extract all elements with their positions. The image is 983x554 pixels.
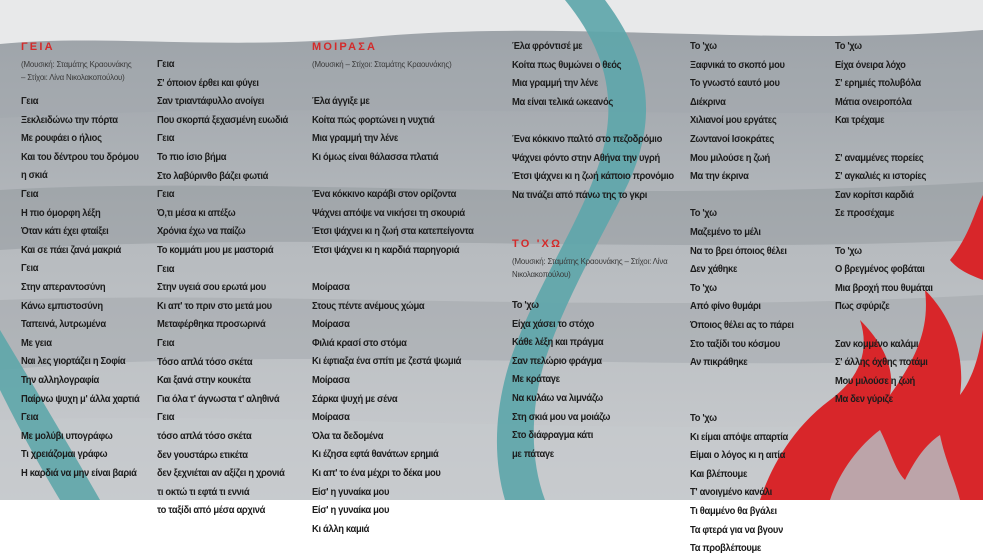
lyric-line: Και του δέντρου του δρόμου (21, 151, 139, 163)
lyric-line: Παίρνω ψυχη μ' άλλα χαρτιά (21, 393, 140, 405)
lyric-line: Κι απ' το ένα μέχρι το δέκα μου (312, 468, 441, 479)
lyric-line: Ζωντανοί Ισοκράτες (690, 134, 774, 145)
lyric-line: Μου μιλούσε η ζωή (835, 375, 915, 387)
lyric-line: δεν γουστάρω ετικέτα (157, 449, 248, 461)
lyric-line: Έτσι ψάχνει κι η ζωή κάποιο προνόμιο (512, 171, 674, 183)
lyric-line: Ξεκλειδώνω την πόρτα (21, 114, 118, 126)
lyric-line: Τα φτερά για να βγουν (690, 524, 783, 536)
lyric-line: Για όλα τ' άγνωστα τ' αληθινά (157, 393, 280, 405)
lyric-line: με πάταγε (512, 448, 554, 460)
lyric-line: Φιλιά κρασί στο στόμα (312, 337, 407, 349)
song-credit-line: – Στίχοι: Λίνα Νικολακοπούλου) (21, 72, 125, 82)
lyric-line: Τι χρειάζομαι γράφω (21, 449, 108, 461)
lyric-line: Μια βροχή που θυμάται (835, 282, 933, 294)
lyric-line: Με μολύβι υπογράφω (21, 430, 113, 442)
lyric-line: Την αλληλογραφία (21, 375, 99, 386)
lyric-line: Γεια (157, 133, 175, 145)
lyric-line: Είμαι ο λόγος κι η αιτία (690, 450, 786, 462)
lyric-line: Κάνω εμπιστοσύνη (21, 300, 103, 312)
lyric-line: Χιλιανοί μου εργάτες (690, 115, 777, 127)
lyric-line: Γεια (157, 338, 175, 349)
lyric-line: το ταξίδι από μέσα αρχινά (157, 505, 266, 517)
lyric-line: Με κράταγε (512, 374, 560, 386)
lyric-line: Σάρκα ψυχή με σένα (312, 393, 398, 405)
lyric-line: Δεν χάθηκε (690, 264, 738, 276)
lyric-line: Μοίρασα (312, 375, 350, 386)
lyric-line: Τ' ανοιγμένο κανάλι (690, 487, 772, 499)
song-credit-line: Νικολακοπούλου) (512, 269, 571, 279)
song-title-geia: ΓΕΙΑ (21, 41, 55, 53)
lyric-line: Ξαφνικά το σκοπό μου (690, 59, 785, 71)
lyric-line: Γεια (21, 189, 39, 200)
lyric-line: Που σκορπά ξεχασμένη ευωδιά (157, 114, 288, 126)
lyric-line: Κοίτα πως θυμώνει ο θεός (512, 59, 622, 71)
lyric-line: Να κυλάω να λιμνάζω (512, 393, 603, 404)
lyric-line: Στο ταξίδι του κόσμου (690, 338, 780, 350)
lyric-line: Σαν τριαντάφυλλο ανοίγει (157, 96, 265, 108)
song-credit-line: (Μουσική: Σταμάτης Κραουνάκης (21, 59, 132, 69)
lyric-line: Τι θαμμένο θα βγάλει (690, 506, 777, 517)
lyric-line: Διέκρινα (690, 96, 726, 108)
lyric-line: Μοίρασα (312, 412, 350, 424)
lyric-line: Το 'χω (512, 300, 539, 311)
lyric-line: Η καρδιά να μην είναι βαριά (21, 468, 137, 479)
lyric-line: Και ξανά στην κουκέτα (157, 375, 251, 387)
lyric-line: Κι όμως είναι θάλασσα πλατιά (312, 151, 439, 163)
lyric-line: Είσ' η γυναίκα μου (312, 486, 390, 498)
lyric-line: Σ' ερημιές πολυβόλα (835, 78, 921, 90)
lyric-line: Να το βρει όποιος θέλει (690, 245, 787, 257)
lyric-line: Ένα κόκκινο καράβι στον ορίζοντα (312, 189, 457, 200)
song-title-to-xo: ΤΟ 'ΧΩ (512, 238, 563, 250)
lyric-line: Στην υγειά σου ερωτά μου (157, 282, 266, 294)
lyric-line: η σκιά (21, 170, 48, 182)
lyric-line: Ψάχνει φόντο στην Αθήνα την υγρή (512, 152, 660, 164)
lyric-line: Είσ' η γυναίκα μου (312, 505, 390, 517)
lyric-line: Γεια (157, 59, 175, 70)
lyric-line: Είχα όνειρα λόχο (835, 59, 906, 71)
lyric-line: Γεια (157, 189, 175, 201)
lyric-line: Μοίρασα (312, 319, 350, 331)
lyric-line: Τα προβλέπουμε (690, 543, 762, 554)
lyric-line: Το 'χω (835, 245, 862, 257)
lyric-line: Το 'χω (835, 41, 862, 52)
lyric-line: Γεια (157, 263, 175, 275)
lyric-line: Από φίνο θυμάρι (690, 301, 761, 313)
lyric-line: Στη σκιά μου να μοιάζω (512, 411, 611, 423)
lyric-line: τι οκτώ τι εφτά τι εννιά (157, 486, 250, 498)
lyric-line: Ναι λες γιορτάζει η Σοφία (21, 356, 126, 368)
lyric-line: τόσο απλά τόσο σκέτα (157, 431, 252, 442)
lyric-line: Ένα κόκκινο παλτό στο πεζοδρόμιο (512, 134, 662, 145)
lyric-line: Και βλέπουμε (690, 468, 748, 480)
lyric-line: Και σε πάει ζανά μακριά (21, 244, 121, 256)
lyric-line: Γεια (21, 412, 39, 424)
lyric-line: Σ' άλλης όχθης ποτάμι (835, 357, 928, 369)
lyric-line: Σαν κομμένο καλάμι (835, 338, 919, 350)
lyric-line: Κάθε λέξη και πράγμα (512, 337, 604, 349)
lyric-line: Κοίτα πώς φορτώνει η νυχτιά (312, 114, 435, 126)
lyric-line: Ταπεινά, λυτρωμένα (21, 319, 106, 331)
lyric-line: Το 'χω (690, 413, 717, 424)
lyric-line: Να τινάζει από πάνω της το γκρι (512, 189, 648, 201)
lyric-line: Κι απ' το πριν στο μετά μου (157, 300, 272, 312)
lyric-line: δεν ξεχνιέται αν αξίζει η χρονιά (157, 468, 285, 480)
lyric-line: Γεια (21, 263, 39, 275)
lyric-line: Κι άλλη καμιά (312, 523, 370, 535)
lyric-line: Χρόνια έχω να παίζω (157, 226, 246, 238)
lyric-line: Μα δεν γύριζε (835, 394, 893, 406)
lyric-line: Όλα τα δεδομένα (312, 430, 384, 442)
lyric-line: Μάτια ονειροπόλα (835, 96, 912, 108)
lyric-line: Γεια (21, 96, 39, 107)
lyric-line: Στο διάφραγμα κάτι (512, 430, 594, 442)
lyric-line: Μαζεμένο το μέλι (690, 227, 761, 238)
lyric-line: Είχα χάσει το στόχο (512, 318, 595, 330)
lyric-line: Όταν κάτι έχει φταίξει (21, 226, 109, 238)
song-title-moirasa: ΜΟΙΡΑΣΑ (312, 41, 378, 53)
lyric-line: Μου μιλούσε η ζωή (690, 152, 770, 164)
lyric-line: Το 'χω (690, 282, 717, 294)
lyric-line: Κι έζησα εφτά θανάτων ερημιά (312, 449, 439, 461)
lyric-line: Το κομμάτι μου με μαστοριά (157, 245, 274, 256)
lyric-line: Έλα φρόντισέ με (512, 41, 583, 52)
lyric-line: Το 'χω (690, 208, 717, 220)
lyric-line: Το πιο ίσιο βήμα (157, 152, 227, 163)
lyric-line: Με ρουφάει ο ήλιος (21, 133, 102, 145)
lyric-line: Με γεια (21, 337, 52, 349)
lyric-line: Ο βρεγμένος φοβάται (835, 264, 925, 276)
lyric-line: Μοίρασα (312, 282, 350, 293)
lyric-line: Σαν πελώριο φράγμα (512, 355, 602, 367)
lyric-line: Η πιο όμορφη λέξη (21, 207, 101, 219)
lyric-line: Κι έφτιαξα ένα σπίτι με ζεστά ψωμιά (312, 356, 462, 368)
lyric-line: Μα είναι τελικά ωκεανός (512, 96, 613, 108)
lyric-line: Το γνωστό εαυτό μου (690, 78, 780, 90)
lyric-line: Όποιος θέλει ας το πάρει (690, 320, 794, 331)
lyric-line: Έτσι ψάχνει κι η ζωή στα κατεπείγοντα (312, 226, 474, 238)
lyric-line: Μα την έκρινα (690, 171, 749, 183)
lyric-line: Σε προσέχαμε (835, 208, 895, 220)
lyric-line: Αν πικράθηκε (690, 357, 748, 369)
lyric-line: Στους πέντε ανέμους χώμα (312, 300, 425, 312)
lyric-line: Μια γραμμή την λένε (512, 78, 599, 90)
lyric-line: Σ' αναμμένες πορείες (835, 152, 924, 164)
lyric-line: Μεταφέρθηκα προσωρινά (157, 319, 266, 331)
lyric-line: Σαν κορίτσι καρδιά (835, 189, 914, 201)
lyric-line: Πως σφύριζε (835, 301, 890, 313)
song-credit-line: (Μουσική – Στίχοι: Σταμάτης Κραουνάκης) (312, 59, 452, 69)
lyric-line: Ό,τι μέσα κι απέξω (157, 207, 236, 219)
lyric-line: Γεια (157, 412, 175, 424)
lyric-line: Το 'χω (690, 41, 717, 52)
lyric-line: Τόσο απλά τόσο σκέτα (157, 356, 253, 368)
lyric-line: Έλα άγγιξε με (312, 96, 370, 107)
lyric-line: Σ' όποιον έρθει και φύγει (157, 77, 259, 89)
lyric-line: Και τρέχαμε (835, 115, 885, 127)
lyric-line: Κι είμαι απόψε απαρτία (690, 431, 788, 443)
lyric-line: Στην απεραντοσύνη (21, 282, 106, 293)
lyric-line: Μια γραμμή την λένε (312, 133, 399, 145)
lyric-line: Έτσι ψάχνει κι η καρδιά παρηγοριά (312, 244, 460, 256)
song-credit-line: (Μουσική: Σταμάτης Κραουνάκης – Στίχοι: Λίνα (512, 256, 668, 266)
lyric-line: Σ' αγκαλιές κι ιστορίες (835, 171, 927, 183)
lyric-line: Στο λαβύρινθο βάζει φωτιά (157, 170, 269, 182)
lyric-line: Ψάχνει απόψε να νικήσει τη σκουριά (312, 207, 465, 219)
